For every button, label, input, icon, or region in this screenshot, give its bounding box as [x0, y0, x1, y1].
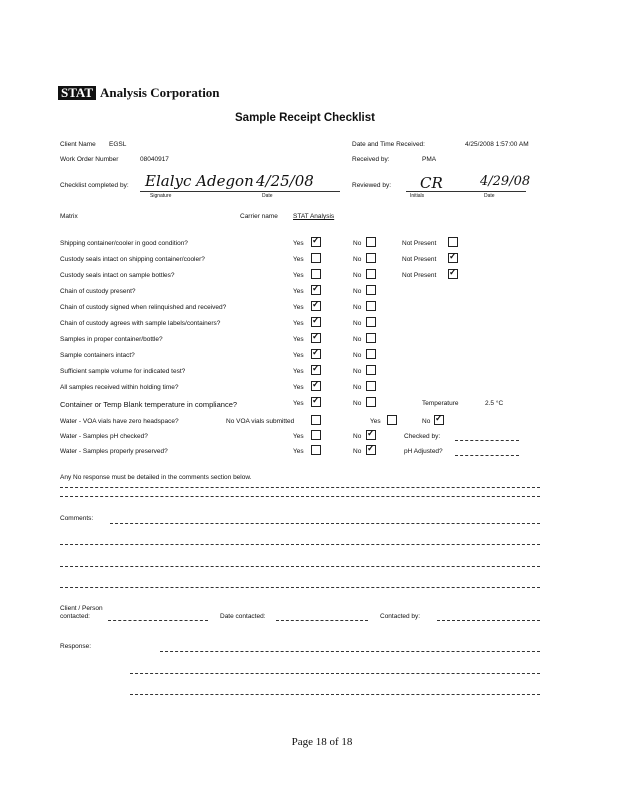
- date-caption: Date: [262, 193, 273, 199]
- date-contacted-label: Date contacted:: [220, 613, 266, 620]
- checklist-yes-checkbox[interactable]: [311, 285, 321, 295]
- checklist-no-checkbox[interactable]: [366, 253, 376, 263]
- client-name-value: EGSL: [109, 141, 127, 148]
- checklist-yes-label: Yes: [293, 288, 304, 295]
- checklist-no-checkbox[interactable]: [366, 317, 376, 327]
- date-received-value: 4/25/2008 1:57:00 AM: [465, 141, 529, 148]
- response-line-2[interactable]: [130, 673, 540, 674]
- checklist-no-label: No: [353, 304, 362, 311]
- temperature-label: Temperature: [422, 400, 459, 407]
- ph-preserved-yes-checkbox[interactable]: [311, 445, 321, 455]
- checklist-no-checkbox[interactable]: [366, 381, 376, 391]
- comments-label: Comments:: [60, 515, 94, 522]
- checklist-no-checkbox[interactable]: [366, 301, 376, 311]
- checklist-yes-checkbox[interactable]: [311, 269, 321, 279]
- reviewed-by-label: Reviewed by:: [352, 182, 392, 189]
- checklist-no-label: No: [353, 368, 362, 375]
- checklist-yes-label: Yes: [293, 272, 304, 279]
- checklist-no-label: No: [353, 288, 362, 295]
- received-by-label: Received by:: [352, 156, 390, 163]
- checklist-no-label: No: [353, 256, 362, 263]
- checklist-not-present-checkbox[interactable]: [448, 269, 458, 279]
- checklist-yes-label: Yes: [293, 368, 304, 375]
- checklist-yes-label: Yes: [293, 304, 304, 311]
- client-person-field[interactable]: [108, 620, 208, 621]
- comments-line-1[interactable]: [110, 523, 540, 524]
- checklist-question: Container or Temp Blank temperature in compliance?: [60, 400, 238, 409]
- ph-adjusted-label: pH Adjusted?: [404, 448, 443, 455]
- checklist-yes-label: Yes: [293, 336, 304, 343]
- checklist-not-present-label: Not Present: [402, 272, 437, 279]
- checklist-no-label: No: [353, 336, 362, 343]
- no-voa-checkbox[interactable]: [311, 415, 321, 425]
- client-name-label: Client Name: [60, 141, 96, 148]
- date-received-label: Date and Time Received:: [352, 141, 425, 148]
- ph-preserved-no-checkbox[interactable]: [366, 445, 376, 455]
- checklist-yes-checkbox[interactable]: [311, 365, 321, 375]
- checklist-yes-checkbox[interactable]: [311, 253, 321, 263]
- checklist-no-checkbox[interactable]: [366, 365, 376, 375]
- completed-by-signature: Elalyc Adegon: [145, 172, 254, 190]
- checklist-question: Samples in proper container/bottle?: [60, 336, 163, 343]
- page-title: Sample Receipt Checklist: [235, 112, 375, 124]
- ph-checked-no-checkbox[interactable]: [366, 430, 376, 440]
- temperature-value: 2.5 °C: [485, 400, 504, 407]
- checklist-not-present-label: Not Present: [402, 256, 437, 263]
- checklist-yes-checkbox[interactable]: [311, 317, 321, 327]
- checklist-no-label: No: [353, 272, 362, 279]
- date-contacted-field[interactable]: [276, 620, 368, 621]
- checklist-yes-checkbox[interactable]: [311, 381, 321, 391]
- voa-yes-label: Yes: [370, 418, 381, 425]
- contacted-by-label: Contacted by:: [380, 613, 421, 620]
- checklist-no-label: No: [353, 320, 362, 327]
- checklist-question: Sample containers intact?: [60, 352, 135, 359]
- checklist-question: Chain of custody agrees with sample labels/containers?: [60, 320, 221, 327]
- ph-checked-yes-label: Yes: [293, 433, 304, 440]
- response-line-3[interactable]: [130, 694, 540, 695]
- checklist-question: All samples received within holding time?: [60, 384, 179, 391]
- received-by-value: PMA: [422, 156, 437, 163]
- ph-checked-question: Water - Samples pH checked?: [60, 433, 148, 440]
- initials-caption: Initials: [410, 193, 425, 199]
- checklist-yes-label: Yes: [293, 320, 304, 327]
- checklist-yes-label: Yes: [293, 400, 304, 407]
- completed-by-label: Checklist completed by:: [60, 182, 129, 189]
- checklist-yes-checkbox[interactable]: [311, 333, 321, 343]
- client-person-label: Client / Person contacted:: [60, 605, 103, 620]
- matrix-label: Matrix: [60, 213, 78, 220]
- reviewed-initials: CR: [420, 174, 443, 192]
- checklist-yes-checkbox[interactable]: [311, 237, 321, 247]
- completed-date: 4/25/08: [256, 172, 314, 190]
- checklist-no-checkbox[interactable]: [366, 237, 376, 247]
- voa-no-label: No: [422, 418, 431, 425]
- checklist-yes-label: Yes: [293, 256, 304, 263]
- response-line-1[interactable]: [160, 651, 540, 652]
- ph-preserved-no-label: No: [353, 448, 362, 455]
- carrier-value: STAT Analysis: [293, 213, 335, 220]
- page-footer: Page 18 of 18: [291, 736, 353, 748]
- comments-line-3[interactable]: [60, 566, 540, 567]
- response-label: Response:: [60, 643, 92, 650]
- no-response-note: Any No response must be detailed in the comments section below.: [60, 474, 252, 481]
- no-voa-label: No VOA vials submitted: [226, 418, 295, 425]
- contacted-by-field[interactable]: [437, 620, 540, 621]
- voa-no-checkbox[interactable]: [434, 415, 444, 425]
- reviewed-date: 4/29/08: [480, 174, 531, 189]
- checklist-no-checkbox[interactable]: [366, 285, 376, 295]
- checklist-no-checkbox[interactable]: [366, 349, 376, 359]
- ph-preserved-yes-label: Yes: [293, 448, 304, 455]
- company-logo: STAT: [58, 86, 96, 100]
- checklist-question: Chain of custody present?: [60, 288, 136, 295]
- checklist-question: Shipping container/cooler in good condition?: [60, 240, 188, 247]
- checklist-not-present-checkbox[interactable]: [448, 253, 458, 263]
- carrier-label: Carrier name: [240, 213, 278, 220]
- checklist-yes-checkbox[interactable]: [311, 349, 321, 359]
- ph-checked-yes-checkbox[interactable]: [311, 430, 321, 440]
- checklist-no-label: No: [353, 384, 362, 391]
- ph-preserved-question: Water - Samples properly preserved?: [60, 448, 168, 455]
- checklist-no-checkbox[interactable]: [366, 397, 376, 407]
- checklist-no-label: No: [353, 240, 362, 247]
- checklist-no-label: No: [353, 352, 362, 359]
- comments-line-4[interactable]: [60, 587, 540, 588]
- checklist-not-present-checkbox[interactable]: [448, 237, 458, 247]
- checklist-yes-checkbox[interactable]: [311, 301, 321, 311]
- checklist-question: Custody seals intact on sample bottles?: [60, 272, 175, 279]
- checked-by-label: Checked by:: [404, 433, 441, 440]
- ph-checked-no-label: No: [353, 433, 362, 440]
- checklist-no-checkbox[interactable]: [366, 269, 376, 279]
- work-order-value: 08040917: [140, 156, 169, 163]
- checklist-yes-checkbox[interactable]: [311, 397, 321, 407]
- water-voa-question: Water - VOA vials have zero headspace?: [60, 418, 179, 425]
- company-name: Analysis Corporation: [100, 85, 220, 100]
- voa-yes-checkbox[interactable]: [387, 415, 397, 425]
- comments-line-2[interactable]: [60, 544, 540, 545]
- checklist-question: Sufficient sample volume for indicated test?: [60, 368, 186, 375]
- checklist-yes-label: Yes: [293, 352, 304, 359]
- reviewed-date-caption: Date: [484, 193, 495, 199]
- checklist-no-checkbox[interactable]: [366, 333, 376, 343]
- work-order-label: Work Order Number: [60, 156, 119, 163]
- signature-caption: Signature: [150, 193, 172, 199]
- checklist-yes-label: Yes: [293, 240, 304, 247]
- checklist-yes-label: Yes: [293, 384, 304, 391]
- checklist-question: Custody seals intact on shipping container/cooler?: [60, 256, 205, 263]
- checklist-not-present-label: Not Present: [402, 240, 437, 247]
- checklist-no-label: No: [353, 400, 362, 407]
- checklist-question: Chain of custody signed when relinquished and received?: [60, 304, 227, 311]
